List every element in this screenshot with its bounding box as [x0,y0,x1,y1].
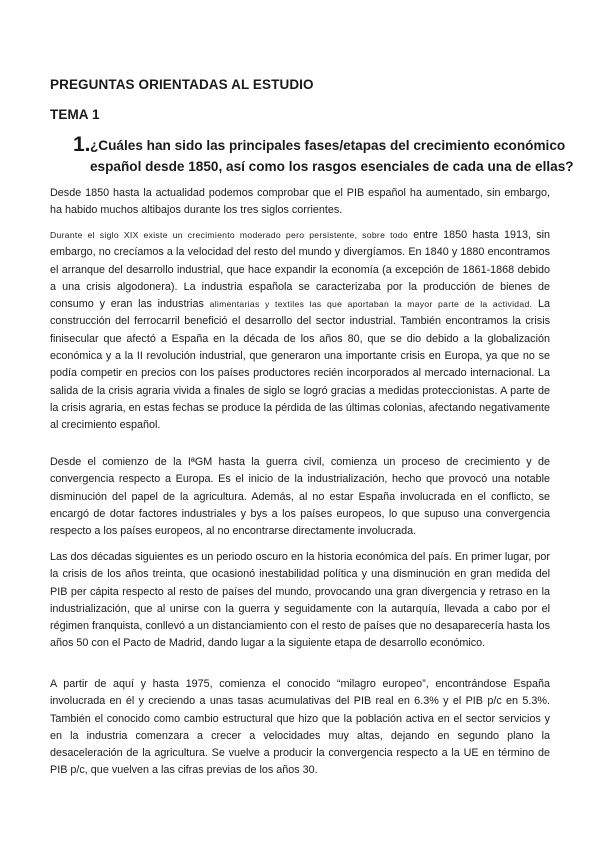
question-line-2: español desde 1850, así como los rasgos esenciales de cada una de ellas? [90,159,574,174]
paragraph-milagro-europeo: A partir de aquí y hasta 1975, comienza el conocido “milagro europeo”, encontrándose España involucrada en él y creciendo a unas tasas acumulativas del PIB real en 6.3% y el PIB p/c en 5.3%. También el conocido como cambio estructural que hizo que la población activa en el sector servicios y en la industria comenzara a crecer a velocidades muy altas, dejando en segundo plano la desaceleración de la agricultura. Se vuelve a producir la convergencia respecto a la UE en término de PIB p/c, que vuelven a las cifras previas de los años 30. [50,678,550,777]
paragraph-small-text: alimentarias y textiles las que aportaban la mayor parte de la actividad. [209,299,533,310]
paragraph-intro: Desde 1850 hasta la actualidad podemos comprobar que el PIB español ha aumentado, sin embargo, ha habido muchos altibajos durante los tres siglos corrientes. [50,187,550,217]
paragraph-text: La construcción del ferrocarril benefició el desarrollo del sector industrial. También encontramos la crisis finisecular que afectó a España en la década de los años 80, que se dio debido a la globalización económica y a la II revolución industrial, que generaron una importante crisis en Europa, ya que no se podía competir en precios con los países productores recién incorporados al mercado internacional. La salida de la crisis agraria vivida a finales de siglo se logró gracias a medidas proteccionistas. A parte de la crisis agraria, en estas fechas se produce la pérdida de las últimas colonias, afectando negativamente al crecimiento español. [50,298,551,432]
question-line-1: ¿Cuáles han sido las principales fases/etapas del crecimiento económico [90,138,566,153]
topic-heading: TEMA 1 [50,107,100,122]
paragraph-decadas-oscuras: Las dos décadas siguientes es un periodo oscuro en la historia económica del país. En primer lugar, por la crisis de los años treinta, que ocasionó inestabilidad política y una disminución en gran medida del PIB per cápita respecto al resto de países del mundo, provocando una gran divergencia y retraso en la industrialización, que al unirse con la guerra y seguidamente con la autarquía, llevada a cabo por el régimen franquista, conllevó a un distanciamiento con el resto de países que no desaparecería hasta los años 50 con el Pacto de Madrid, dando lugar a la siguiente etapa de desarrollo económico. [50,551,550,650]
paragraph-primera-guerra: Desde el comienzo de la IªGM hasta la guerra civil, comienza un proceso de crecimiento y de convergencia respecto a Europa. Es el inicio de la industrialización, hecho que provocó una notable disminución del papel de la agricultura. Además, al no estar España involucrada en el conflicto, se encargó de dotar factores industriales y bys a los países europeos, lo que supuso una convergencia respecto a los países europeos, al no encontrarse directamente involucrada. [50,456,550,538]
document-heading: PREGUNTAS ORIENTADAS AL ESTUDIO [50,77,314,92]
paragraph-small-text: Durante el siglo XIX existe un crecimiento moderado pero persistente, sobre todo [50,230,409,240]
paragraph-siglo-xix [50,227,550,435]
paragraph-text: entre 1850 hasta 1913, sin embargo, no crecíamos a la velocidad del resto del mundo y divergíamos. En 1840 y 1880 encontramos el arranque del desarrollo industrial, que hace expandir la economía (a excepción de 1861-1868 debido a una crisis algodonera). La industria española se caracterizaba por la producción de bienes de consumo y eran las industrias [50,229,551,311]
question-number: 1. [73,133,91,156]
